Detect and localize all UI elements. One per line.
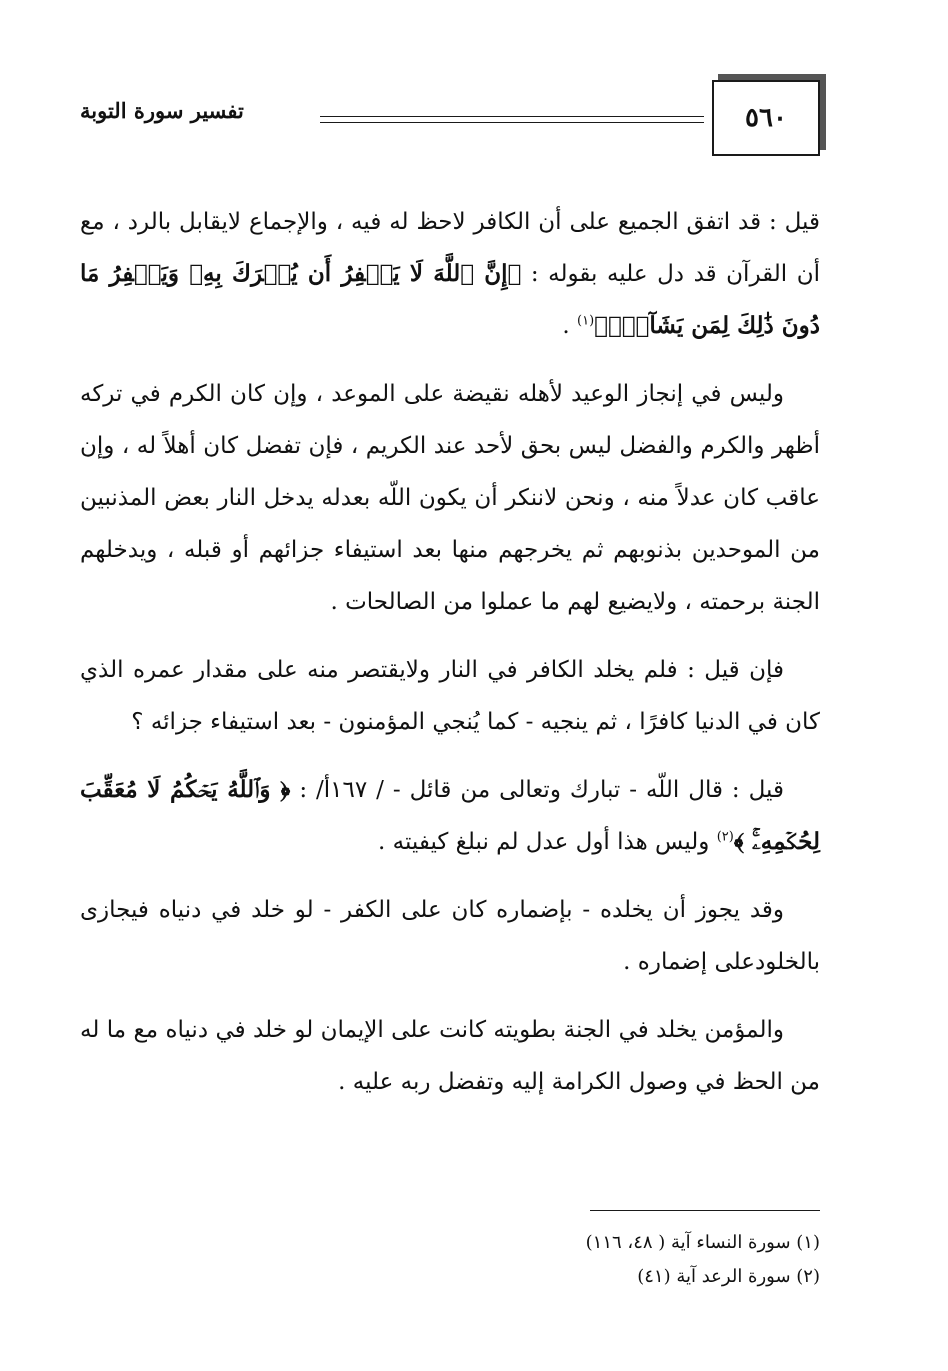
paragraph-6: والمؤمن يخلد في الجنة بطويته كانت على الإيمان لو خلد في دنياه مع ما له من الحظ في وصول الكرامة إليه وتفضل ربه عليه . — [80, 1017, 820, 1095]
paragraph-text: قيل : قد اتفق الجميع على أن الكافر لاحظ له فيه ، والإجماع لايقابل بالرد ، مع أن القرآن قد دل عليه بقوله : — [80, 209, 820, 287]
footnote-mark: (٢) — [716, 829, 734, 845]
paragraph-3: فإن قيل : فلم يخلد الكافر في النار ولايقتصر منه على مقدار عمره الذي كان في الدنيا كافرًا ، ثم ينجيه - كما يُنجي المؤمنون - بعد استيفاء جزائه ؟ — [80, 657, 820, 735]
header-rule — [320, 116, 704, 117]
paragraph-4 — [80, 764, 820, 868]
paragraph-text: قيل : قال اللّه - تبارك وتعالى من قائل - / ١٦٧أ/ : — [290, 777, 784, 803]
footnote-1: (١) سورة النساء آية ( ٤٨، ١١٦) — [585, 1232, 820, 1253]
paragraph-text: . — [562, 313, 577, 339]
header-rule-second — [320, 122, 704, 123]
chapter-title: تفسير سورة التوبة — [80, 98, 244, 123]
footnote-2: (٢) سورة الرعد آية (٤١) — [637, 1266, 820, 1287]
paragraph-1 — [80, 196, 820, 352]
quran-verse: ﴿ وَٱللَّهُ يَحۡكُمُ لَا مُعَقِّبَ لِحُكۡمِهِۦۚ ﴾ — [80, 776, 820, 855]
page-number-box — [712, 80, 820, 156]
paragraph-2: وليس في إنجاز الوعيد لأهله نقيضة على الموعد ، وإن كان الكرم في تركه أظهر والكرم والفضل ليس بحق لأحد عند الكريم ، فإن تفضل كان أهلاً له ، وإن عاقب كان عدلاً منه ، ونحن لاننكر أن يكون اللّه بعدله يدخل النار بعض المذنبين من الموحدين بذنوبهم ثم يخرجهم منها بعد استيفاء جزائهم أو قبله ، ويدخلهم الجنة برحمته ، ولايضيع لهم ما عملوا من الصالحات . — [80, 381, 820, 615]
quran-verse: ﴿إِنَّ ٱللَّهَ لَا يَغۡفِرُ أَن يُشۡرَكَ بِهِۦ وَيَغۡفِرُ مَا دُونَ ذَٰلِكَ لِمَن يَشَآءُۚ﴾ — [80, 260, 820, 339]
page-header — [80, 80, 820, 166]
paragraph-5: وقد يجوز أن يخلده - بإضماره كان على الكفر - لو خلد في دنياه فيجازى بالخلودعلى إضماره . — [80, 897, 820, 975]
footnote-divider — [590, 1210, 820, 1211]
footnotes — [80, 1226, 820, 1294]
body-text — [80, 196, 820, 1124]
footnote-mark: (١) — [577, 313, 595, 329]
paragraph-text: وليس هذا أول عدل لم نبلغ كيفيته . — [377, 829, 717, 855]
page-number: ٥٦٠ — [745, 103, 787, 133]
